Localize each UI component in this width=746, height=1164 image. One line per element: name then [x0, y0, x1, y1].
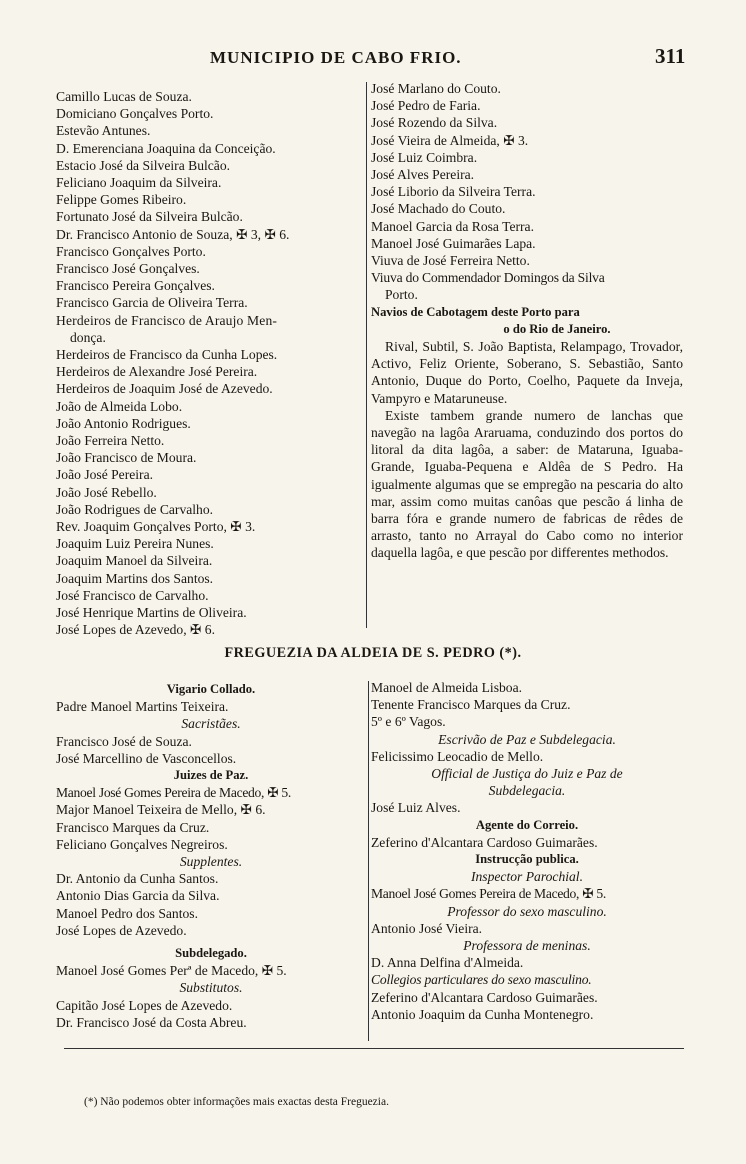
list-item: Francisco Gonçalves Porto.	[56, 243, 206, 259]
parish-officials-left	[56, 681, 366, 1031]
list-item: Zeferino d'Alcantara Cardoso Guimarães.	[371, 989, 598, 1005]
sacristaes-heading: Sacristães.	[181, 716, 241, 732]
column-divider-bottom	[368, 681, 369, 1041]
instruccao-heading: Instrucção publica.	[475, 852, 579, 867]
list-item: José Marcellino de Vasconcellos.	[56, 750, 237, 766]
list-item: D. Anna Delfina d'Almeida.	[371, 955, 524, 971]
list-item: João José Rebello.	[56, 484, 157, 500]
list-item: José Henrique Martins de Oliveira.	[56, 605, 247, 621]
list-item: José Luiz Coimbra.	[371, 149, 478, 165]
vigario-heading: Vigario Collado.	[166, 682, 256, 696]
list-item: Rev. Joaquim Gonçalves Porto, ✠ 3.	[56, 519, 256, 535]
list-item: Herdeiros de Francisco da Cunha Lopes.	[56, 347, 278, 363]
list-item: Tenente Francisco Marques da Cruz.	[371, 697, 571, 713]
list-item: Francisco Marques da Cruz.	[56, 819, 210, 835]
section-title: FREGUEZIA DA ALDEIA DE S. PEDRO (*).	[224, 645, 522, 661]
list-item: Francisco José Gonçalves.	[56, 261, 200, 277]
official-heading: Official de Justiça do Juiz e Paz de	[431, 766, 623, 782]
list-item: José Luiz Alves.	[371, 800, 461, 816]
prof-m-heading: Professor do sexo masculino.	[447, 903, 607, 919]
list-item: Joaquim Manoel da Silveira.	[56, 553, 213, 569]
list-item: Manoel Pedro dos Santos.	[56, 905, 198, 921]
subdelegado-heading: Subdelegado.	[175, 946, 247, 961]
list-item: José Pedro de Faria.	[371, 98, 481, 114]
ships-heading-cont: o do Rio de Janeiro.	[503, 321, 611, 336]
list-item: Capitão José Lopes de Azevedo.	[56, 997, 233, 1013]
list-item: Antonio José Vieira.	[371, 920, 483, 936]
prof-f-heading: Professora de meninas.	[463, 938, 591, 954]
list-item: José Rozendo da Silva.	[371, 115, 498, 131]
list-item: Manoel José Gomes Pereira de Macedo, ✠ 5.	[56, 785, 292, 801]
footnote: (*) Não podemos obter informações mais exactas desta Freguezia.	[84, 1096, 389, 1108]
list-item: João Francisco de Moura.	[56, 450, 197, 466]
parish-officials-right	[371, 679, 683, 1023]
list-item: Manoel José Gomes Pereira de Macedo, ✠ 5.	[371, 886, 607, 902]
inspector-heading: Inspector Parochial.	[470, 869, 583, 885]
ships-heading: Navios de Cabotagem deste Porto para	[371, 304, 580, 319]
list-item: José Marlano do Couto.	[371, 81, 501, 96]
list-item: Manoel Garcia da Rosa Terra.	[371, 218, 534, 234]
footnote-rule	[64, 1048, 684, 1049]
list-item: José Vieira de Almeida, ✠ 3.	[371, 132, 529, 148]
list-item: Camillo Lucas de Souza.	[56, 89, 192, 104]
list-item: Dr. Antonio da Cunha Santos.	[56, 871, 219, 887]
list-item: Dr. Francisco José da Costa Abreu.	[56, 1014, 247, 1030]
list-item: Felippe Gomes Ribeiro.	[56, 192, 187, 208]
list-item: Viuva do Commendador Domingos da Silva	[371, 270, 605, 286]
list-item: Herdeiros de Alexandre José Pereira.	[56, 364, 258, 380]
list-item: Manoel de Almeida Lisboa.	[371, 680, 523, 695]
list-item: Fortunato José da Silveira Bulcão.	[56, 209, 243, 225]
list-item: Francisco Pereira Gonçalves.	[56, 278, 215, 294]
list-item: Manoel José Gomes Perª de Macedo, ✠ 5.	[56, 963, 287, 979]
official-heading-cont: Subdelegacia.	[488, 783, 566, 799]
page-header-title: MUNICIPIO DE CABO FRIO.	[210, 48, 462, 67]
list-item: Estevão Antunes.	[56, 123, 151, 139]
lanchas-paragraph: Existe tambem grande numero de lanchas que navegão na lagôa Araruama, conduzindo dos portos do litoral da dita lagôa, a saber: de Mataruna, Iguaba-Grande, Iguaba-Pequena e Aldêa de S Pedro. Ha igualmente algumas que se empregão na pescaria do alto mar, assim como muitas canôas que pescão á linha de barra fóra e grande numero de fabricas de rêdes de arrasto, tanto no Arrayal do Cabo como no interior daquella lagôa, e que pescão por differentes methodos.	[371, 407, 683, 561]
collegios-heading: Collegios particulares do sexo masculino.	[371, 972, 592, 988]
list-item: José Lopes de Azevedo.	[56, 922, 187, 938]
list-item: José Liborio da Silveira Terra.	[371, 184, 536, 200]
list-item: João José Pereira.	[56, 467, 154, 483]
juizes-heading: Juizes de Paz.	[173, 768, 249, 783]
agente-heading: Agente do Correio.	[475, 817, 579, 832]
list-item: Major Manoel Teixeira de Mello, ✠ 6.	[56, 802, 266, 818]
list-item: João Ferreira Netto.	[56, 433, 165, 449]
substitutos-heading: Substitutos.	[179, 980, 243, 996]
list-item: João de Almeida Lobo.	[56, 398, 183, 414]
list-item: Feliciano Gonçalves Negreiros.	[56, 836, 228, 852]
list-item: Manoel José Guimarães Lapa.	[371, 235, 536, 251]
list-item: José Lopes de Azevedo, ✠ 6.	[56, 622, 215, 638]
running-header	[0, 44, 746, 72]
list-item: Dr. Francisco Antonio de Souza, ✠ 3, ✠ 6.	[56, 226, 290, 242]
list-item: José Alves Pereira.	[371, 167, 475, 183]
list-item: donça.	[70, 329, 106, 345]
list-item: Domiciano Gonçalves Porto.	[56, 106, 214, 122]
list-item: Francisco José de Souza.	[56, 733, 192, 749]
list-item: Porto.	[385, 287, 418, 303]
ships-paragraph: Rival, Subtil, S. João Baptista, Relampago, Trovador, Activo, Feliz Oriente, Soberano, S. Sebastião, Santo Antonio, Duque do Porto, Coelho, Paquete da Inveja, Vampyro e Mataruneuse.	[371, 339, 683, 406]
list-item: 5º e 6º Vagos.	[371, 714, 446, 730]
list-item: Francisco Garcia de Oliveira Terra.	[56, 295, 248, 311]
list-item: João Rodrigues de Carvalho.	[56, 501, 214, 517]
list-item: Herdeiros de Francisco de Araujo Men-	[56, 312, 278, 328]
list-item: José Machado do Couto.	[371, 201, 506, 217]
supplentes-heading: Supplentes.	[179, 854, 243, 870]
list-item: Joaquim Martins dos Santos.	[56, 570, 214, 586]
list-item: Feliciano Joaquim da Silveira.	[56, 175, 222, 191]
list-item: Viuva de José Ferreira Netto.	[371, 253, 530, 269]
list-item: Antonio Joaquim da Cunha Montenegro.	[371, 1006, 594, 1022]
list-item: Antonio Dias Garcia da Silva.	[56, 888, 220, 904]
column-divider-top	[366, 82, 367, 628]
list-item: Joaquim Luiz Pereira Nunes.	[56, 536, 214, 552]
list-item: D. Emerenciana Joaquina da Conceição.	[56, 140, 276, 156]
list-item: João Antonio Rodrigues.	[56, 415, 191, 431]
list-item: José Francisco de Carvalho.	[56, 587, 209, 603]
page-number: 311	[655, 44, 686, 68]
list-item: Padre Manoel Martins Teixeira.	[56, 699, 229, 715]
proprietors-list-right	[371, 80, 683, 562]
list-item: Zeferino d'Alcantara Cardoso Guimarães.	[371, 834, 598, 850]
list-item: Herdeiros de Joaquim José de Azevedo.	[56, 381, 273, 397]
escrivao-heading: Escrivão de Paz e Subdelegacia.	[438, 731, 616, 747]
list-item: Felicissimo Leocadio de Mello.	[371, 748, 544, 764]
proprietors-list-left	[56, 88, 364, 639]
list-item: Estacio José da Silveira Bulcão.	[56, 157, 231, 173]
